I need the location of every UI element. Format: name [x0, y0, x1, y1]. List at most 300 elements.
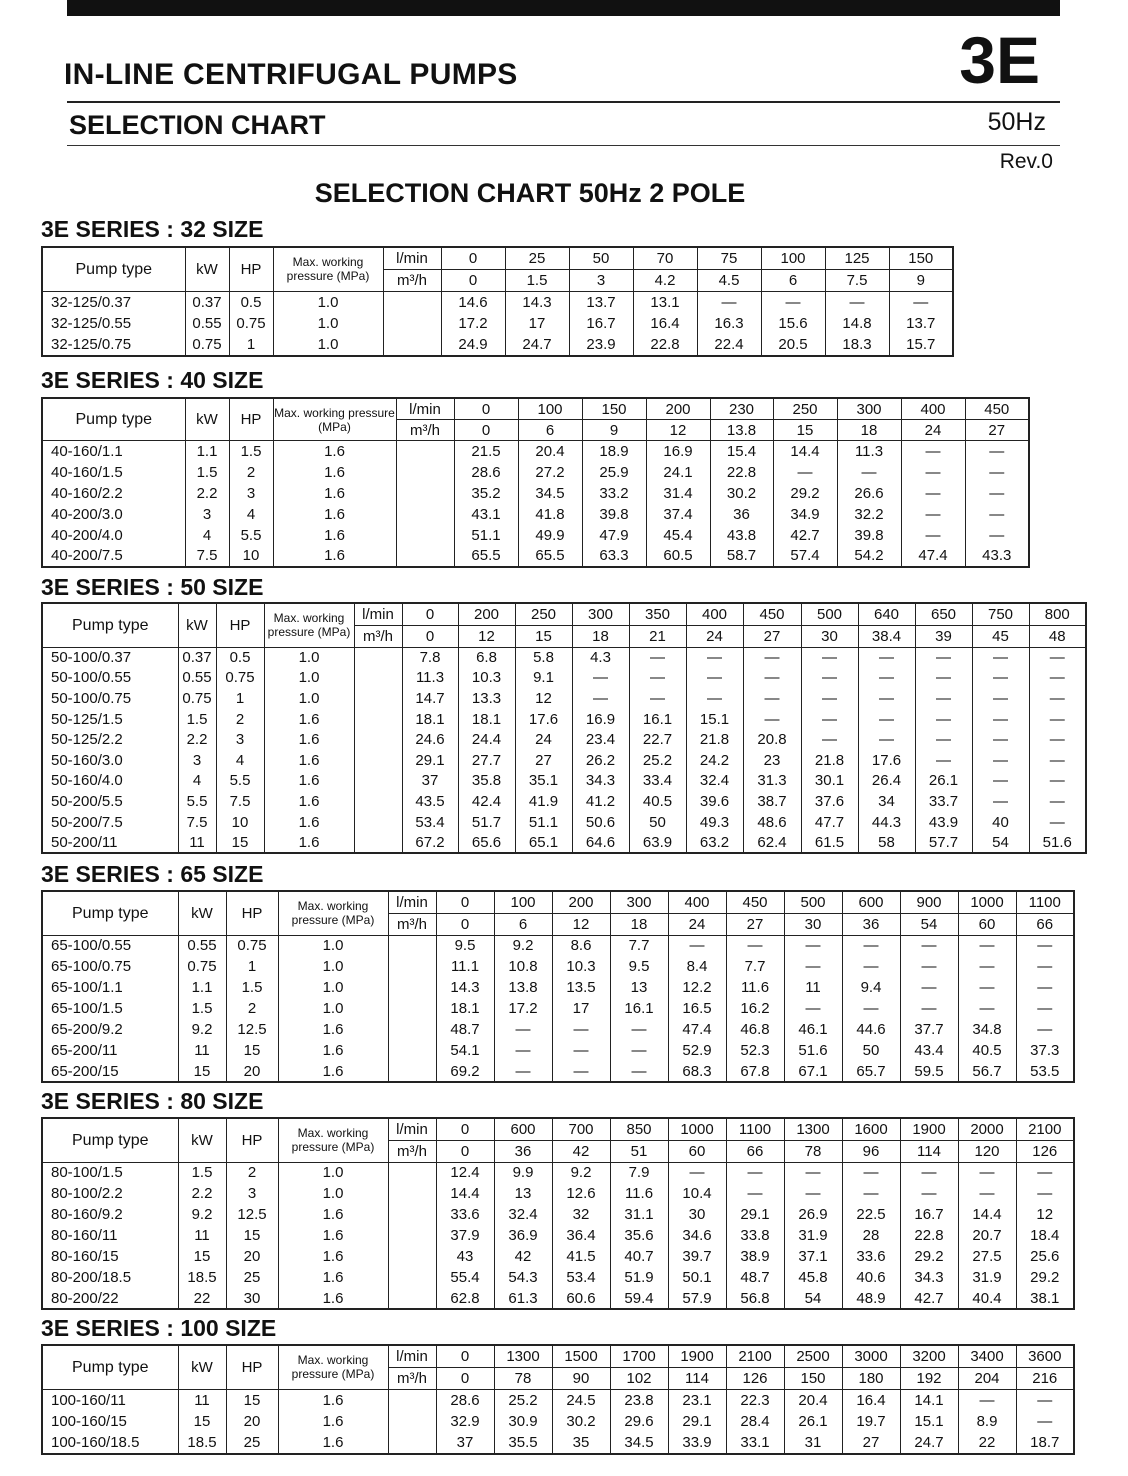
- head-value-cell: 43.5: [402, 791, 458, 812]
- pump-type-header: Pump type: [42, 1118, 178, 1162]
- head-value-cell: 9.5: [610, 956, 668, 977]
- flow-lmin-cell: 650: [915, 603, 972, 625]
- pump-type-cell: 80-200/18.5: [42, 1267, 178, 1288]
- head-value-cell: 10.8: [494, 956, 552, 977]
- head-value-cell: 16.9: [572, 709, 629, 730]
- head-value-cell: 15.1: [686, 709, 743, 730]
- flow-lmin-cell: 400: [668, 891, 726, 913]
- head-value-cell: 24.6: [402, 729, 458, 750]
- head-value-cell: 8.6: [552, 935, 610, 956]
- head-value-cell: 32.4: [686, 771, 743, 792]
- head-value-cell: 26.2: [572, 750, 629, 771]
- flow-lmin-cell: 100: [761, 247, 825, 269]
- flow-m3h-cell: 192: [900, 1367, 958, 1389]
- max-pressure-cell: 1.6: [278, 1411, 388, 1433]
- head-value-cell: —: [915, 729, 972, 750]
- table-row: [42, 935, 1074, 956]
- head-value-cell: 17: [505, 313, 569, 335]
- section-title: 3E SERIES : 80 SIZE: [41, 1088, 264, 1114]
- revision-label: Rev.0: [999, 150, 1053, 173]
- pump-type-header: Pump type: [42, 247, 185, 291]
- max-pressure-cell: 1.6: [273, 546, 396, 567]
- head-value-cell: —: [972, 668, 1029, 689]
- head-value-cell: 65.1: [515, 832, 572, 853]
- head-value-cell: 15.4: [710, 441, 773, 462]
- table-row: [42, 1019, 1074, 1040]
- head-value-cell: —: [610, 1019, 668, 1040]
- head-value-cell: —: [801, 688, 858, 709]
- flow-lmin-cell: 640: [858, 603, 915, 625]
- flow-lmin-cell: 250: [515, 603, 572, 625]
- head-value-cell: 26.1: [784, 1411, 842, 1433]
- hp-cell: 0.5: [216, 647, 264, 668]
- max-pressure-header: Max. working pressure (MPa): [264, 603, 354, 647]
- flow-lmin-cell: 150: [582, 398, 646, 420]
- head-value-cell: 33.4: [629, 771, 686, 792]
- head-value-cell: 26.9: [784, 1204, 842, 1225]
- head-value-cell: 62.4: [743, 832, 801, 853]
- head-value-cell: 17: [552, 998, 610, 1019]
- flow-m3h-cell: 21: [629, 625, 686, 647]
- head-value-cell: 34.3: [572, 771, 629, 792]
- head-value-cell: 60.6: [552, 1288, 610, 1309]
- head-value-cell: 40.6: [842, 1267, 900, 1288]
- head-value-cell: —: [610, 1040, 668, 1061]
- head-value-cell: 35.8: [458, 771, 515, 792]
- flow-m3h-cell: 18: [572, 625, 629, 647]
- head-value-cell: —: [858, 668, 915, 689]
- head-value-cell: —: [842, 1183, 900, 1204]
- head-value-cell: —: [842, 956, 900, 977]
- max-pressure-cell: 1.0: [264, 688, 354, 709]
- table-row: [42, 525, 1029, 546]
- head-value-cell: 23: [743, 750, 801, 771]
- head-value-cell: 22.4: [697, 334, 761, 356]
- head-value-cell: 11: [784, 977, 842, 998]
- flow-m3h-cell: 114: [900, 1140, 958, 1162]
- flow-lmin-cell: 0: [441, 247, 505, 269]
- flow-m3h-cell: 39: [915, 625, 972, 647]
- unit-spacer-cell: [354, 688, 402, 709]
- hp-header: HP: [229, 398, 273, 441]
- head-value-cell: 69.2: [436, 1061, 494, 1082]
- flow-m3h-cell: 30: [801, 625, 858, 647]
- head-value-cell: 22.8: [633, 334, 697, 356]
- head-value-cell: 28.6: [454, 462, 518, 483]
- head-value-cell: 54.1: [436, 1040, 494, 1061]
- head-value-cell: 34.3: [900, 1267, 958, 1288]
- pump-type-cell: 100-160/11: [42, 1389, 178, 1411]
- max-pressure-header: Max. working pressure (MPa): [278, 891, 388, 935]
- head-value-cell: 26.4: [858, 771, 915, 792]
- flow-m3h-cell: 45: [972, 625, 1029, 647]
- kw-cell: 0.75: [178, 956, 226, 977]
- table-row: [42, 1162, 1074, 1183]
- hp-cell: 3: [229, 483, 273, 504]
- head-value-cell: 57.4: [773, 546, 837, 567]
- head-value-cell: 40.5: [629, 791, 686, 812]
- head-value-cell: 19.7: [842, 1411, 900, 1433]
- flow-lmin-cell: 200: [458, 603, 515, 625]
- head-value-cell: 54.3: [494, 1267, 552, 1288]
- head-value-cell: 11.6: [726, 977, 784, 998]
- hp-cell: 2: [229, 462, 273, 483]
- kw-header: kW: [178, 1118, 226, 1162]
- max-pressure-cell: 1.6: [278, 1040, 388, 1061]
- head-value-cell: —: [784, 998, 842, 1019]
- max-pressure-cell: 1.0: [273, 313, 383, 335]
- table-row: [42, 750, 1086, 771]
- head-value-cell: 11.6: [610, 1183, 668, 1204]
- head-value-cell: 15.6: [761, 313, 825, 335]
- head-value-cell: 53.4: [552, 1267, 610, 1288]
- m3h-header: m³/h: [396, 420, 454, 441]
- flow-lmin-cell: 600: [842, 891, 900, 913]
- kw-cell: 11: [178, 1040, 226, 1061]
- head-value-cell: —: [972, 709, 1029, 730]
- head-value-cell: —: [1029, 791, 1086, 812]
- max-pressure-cell: 1.0: [278, 956, 388, 977]
- flow-m3h-cell: 0: [454, 420, 518, 441]
- table-row: [42, 462, 1029, 483]
- flow-lmin-cell: 0: [454, 398, 518, 420]
- head-value-cell: 22.7: [629, 729, 686, 750]
- pump-type-cell: 80-200/22: [42, 1288, 178, 1309]
- head-value-cell: 23.8: [610, 1389, 668, 1411]
- head-value-cell: 51.1: [515, 812, 572, 833]
- table-row: [42, 334, 953, 356]
- head-value-cell: 24.9: [441, 334, 505, 356]
- flow-m3h-cell: 36: [842, 913, 900, 935]
- hp-cell: 1.5: [229, 441, 273, 462]
- selection-table: [41, 1117, 1075, 1310]
- unit-spacer-cell: [388, 1019, 436, 1040]
- table-row: [42, 1288, 1074, 1309]
- flow-lmin-cell: 200: [552, 891, 610, 913]
- head-value-cell: 25.6: [1016, 1246, 1074, 1267]
- pump-type-cell: 65-200/9.2: [42, 1019, 178, 1040]
- flow-m3h-cell: 6: [761, 269, 825, 291]
- table-row: [42, 832, 1086, 853]
- head-value-cell: 51.9: [610, 1267, 668, 1288]
- head-value-cell: —: [901, 525, 965, 546]
- head-value-cell: —: [915, 688, 972, 709]
- section-title: 3E SERIES : 40 SIZE: [41, 367, 264, 393]
- head-value-cell: 41.8: [518, 504, 582, 525]
- flow-lmin-cell: 50: [569, 247, 633, 269]
- head-value-cell: 29.2: [900, 1246, 958, 1267]
- head-value-cell: —: [494, 1040, 552, 1061]
- flow-lmin-cell: 1900: [900, 1118, 958, 1140]
- head-value-cell: —: [726, 1183, 784, 1204]
- unit-spacer-cell: [354, 832, 402, 853]
- table-row: [42, 313, 953, 335]
- table-row: [42, 956, 1074, 977]
- head-value-cell: 48.7: [436, 1019, 494, 1040]
- flow-m3h-cell: 24: [686, 625, 743, 647]
- kw-cell: 11: [178, 832, 216, 853]
- table-row: [42, 668, 1086, 689]
- head-value-cell: —: [629, 668, 686, 689]
- head-value-cell: —: [1029, 647, 1086, 668]
- flow-lmin-cell: 3200: [900, 1345, 958, 1367]
- head-value-cell: 29.1: [668, 1411, 726, 1433]
- head-value-cell: 63.2: [686, 832, 743, 853]
- flow-m3h-cell: 9: [889, 269, 953, 291]
- head-value-cell: 32.4: [494, 1204, 552, 1225]
- hp-cell: 0.75: [226, 935, 278, 956]
- flow-lmin-cell: 500: [801, 603, 858, 625]
- m3h-header: m³/h: [388, 913, 436, 935]
- head-value-cell: 34.5: [518, 483, 582, 504]
- head-value-cell: —: [972, 750, 1029, 771]
- pump-type-header: Pump type: [42, 398, 185, 441]
- head-value-cell: —: [972, 729, 1029, 750]
- max-pressure-cell: 1.6: [278, 1246, 388, 1267]
- head-value-cell: 49.9: [518, 525, 582, 546]
- kw-cell: 7.5: [178, 812, 216, 833]
- flow-lmin-cell: 150: [889, 247, 953, 269]
- head-value-cell: —: [686, 688, 743, 709]
- head-value-cell: —: [668, 1162, 726, 1183]
- head-value-cell: 29.2: [1016, 1267, 1074, 1288]
- head-value-cell: —: [610, 1061, 668, 1082]
- kw-cell: 1.5: [178, 709, 216, 730]
- head-value-cell: —: [629, 647, 686, 668]
- flow-m3h-cell: 12: [458, 625, 515, 647]
- pump-type-header: Pump type: [42, 891, 178, 935]
- head-value-cell: 21.5: [454, 441, 518, 462]
- head-value-cell: 22.8: [900, 1225, 958, 1246]
- head-value-cell: 34.6: [668, 1225, 726, 1246]
- head-value-cell: 33.6: [842, 1246, 900, 1267]
- unit-spacer-cell: [396, 483, 454, 504]
- head-value-cell: —: [858, 729, 915, 750]
- head-value-cell: 40.5: [958, 1040, 1016, 1061]
- head-value-cell: —: [801, 668, 858, 689]
- kw-cell: 18.5: [178, 1267, 226, 1288]
- head-value-cell: —: [958, 998, 1016, 1019]
- head-value-cell: 48.6: [743, 812, 801, 833]
- head-value-cell: 16.9: [646, 441, 710, 462]
- unit-spacer-cell: [354, 750, 402, 771]
- head-value-cell: 13.7: [889, 313, 953, 335]
- table-row: [42, 1389, 1074, 1411]
- head-value-cell: 14.4: [958, 1204, 1016, 1225]
- head-value-cell: 38.9: [726, 1246, 784, 1267]
- head-value-cell: 50: [842, 1040, 900, 1061]
- head-value-cell: 28.6: [436, 1389, 494, 1411]
- pump-type-cell: 80-160/11: [42, 1225, 178, 1246]
- hp-cell: 30: [226, 1288, 278, 1309]
- head-value-cell: 4.3: [572, 647, 629, 668]
- head-value-cell: 54: [972, 832, 1029, 853]
- head-value-cell: 18.9: [582, 441, 646, 462]
- head-value-cell: —: [965, 441, 1029, 462]
- kw-cell: 1.5: [178, 1162, 226, 1183]
- flow-m3h-cell: 27: [726, 913, 784, 935]
- head-value-cell: 11.3: [402, 668, 458, 689]
- head-value-cell: 13: [610, 977, 668, 998]
- flow-m3h-cell: 150: [784, 1367, 842, 1389]
- hp-cell: 20: [226, 1061, 278, 1082]
- pump-type-cell: 40-200/7.5: [42, 546, 185, 567]
- head-value-cell: —: [972, 771, 1029, 792]
- m3h-header: m³/h: [388, 1367, 436, 1389]
- head-value-cell: 9.2: [494, 935, 552, 956]
- head-value-cell: —: [1016, 998, 1074, 1019]
- max-pressure-header: Max. working pressure (MPa): [273, 398, 396, 441]
- flow-m3h-cell: 0: [436, 913, 494, 935]
- head-value-cell: 16.4: [842, 1389, 900, 1411]
- kw-cell: 0.75: [178, 688, 216, 709]
- hp-cell: 0.5: [229, 291, 273, 313]
- head-value-cell: 24.7: [900, 1432, 958, 1454]
- head-value-cell: 43.9: [915, 812, 972, 833]
- table-row: [42, 998, 1074, 1019]
- table-row: [42, 1246, 1074, 1267]
- max-pressure-cell: 1.6: [278, 1288, 388, 1309]
- kw-cell: 0.75: [185, 334, 229, 356]
- hp-cell: 0.75: [229, 313, 273, 335]
- flow-lmin-cell: 2100: [726, 1345, 784, 1367]
- unit-spacer-cell: [388, 1267, 436, 1288]
- table-row: [42, 1204, 1074, 1225]
- head-value-cell: 20.4: [518, 441, 582, 462]
- flow-m3h-cell: 24: [668, 913, 726, 935]
- table-row: [42, 1411, 1074, 1433]
- head-value-cell: —: [784, 956, 842, 977]
- head-value-cell: 47.4: [668, 1019, 726, 1040]
- m3h-header: m³/h: [354, 625, 402, 647]
- head-value-cell: 62.8: [436, 1288, 494, 1309]
- head-value-cell: 13.7: [569, 291, 633, 313]
- head-value-cell: 45.4: [646, 525, 710, 546]
- head-value-cell: 48.7: [726, 1267, 784, 1288]
- head-value-cell: 37.9: [436, 1225, 494, 1246]
- head-value-cell: 56.8: [726, 1288, 784, 1309]
- hp-cell: 4: [229, 504, 273, 525]
- head-value-cell: 12.6: [552, 1183, 610, 1204]
- flow-m3h-cell: 12: [646, 420, 710, 441]
- flow-lmin-cell: 300: [837, 398, 901, 420]
- head-value-cell: 27: [842, 1432, 900, 1454]
- max-pressure-cell: 1.6: [264, 832, 354, 853]
- head-value-cell: 42.4: [458, 791, 515, 812]
- head-value-cell: 31.4: [646, 483, 710, 504]
- head-value-cell: 27: [515, 750, 572, 771]
- head-value-cell: 31.9: [784, 1225, 842, 1246]
- head-value-cell: 35: [552, 1432, 610, 1454]
- pump-type-cell: 80-160/15: [42, 1246, 178, 1267]
- head-value-cell: 32.2: [837, 504, 901, 525]
- head-value-cell: 12.4: [436, 1162, 494, 1183]
- table-row: [42, 1061, 1074, 1082]
- head-value-cell: —: [958, 1389, 1016, 1411]
- flow-m3h-cell: 4.2: [633, 269, 697, 291]
- head-value-cell: —: [1029, 668, 1086, 689]
- head-value-cell: 67.1: [784, 1061, 842, 1082]
- pump-type-cell: 50-200/5.5: [42, 791, 178, 812]
- head-value-cell: —: [965, 504, 1029, 525]
- max-pressure-cell: 1.0: [264, 647, 354, 668]
- head-value-cell: 18.1: [458, 709, 515, 730]
- head-value-cell: 23.1: [668, 1389, 726, 1411]
- hp-cell: 10: [216, 812, 264, 833]
- pump-type-cell: 80-100/1.5: [42, 1162, 178, 1183]
- head-value-cell: 22.3: [726, 1389, 784, 1411]
- flow-m3h-cell: 0: [436, 1140, 494, 1162]
- unit-spacer-cell: [388, 1061, 436, 1082]
- flow-m3h-cell: 54: [900, 913, 958, 935]
- flow-m3h-cell: 15: [515, 625, 572, 647]
- head-value-cell: 46.8: [726, 1019, 784, 1040]
- m3h-header: m³/h: [388, 1140, 436, 1162]
- head-value-cell: 9.2: [552, 1162, 610, 1183]
- head-value-cell: 30: [668, 1204, 726, 1225]
- unit-spacer-cell: [383, 334, 441, 356]
- table-row: [42, 1225, 1074, 1246]
- kw-cell: 0.55: [185, 313, 229, 335]
- head-value-cell: 22: [958, 1432, 1016, 1454]
- head-value-cell: 7.8: [402, 647, 458, 668]
- top-bar: [67, 0, 1060, 16]
- head-value-cell: 16.1: [629, 709, 686, 730]
- head-value-cell: 10.3: [552, 956, 610, 977]
- table-row: [42, 647, 1086, 668]
- unit-spacer-cell: [396, 546, 454, 567]
- head-value-cell: —: [972, 688, 1029, 709]
- head-value-cell: 12: [1016, 1204, 1074, 1225]
- head-value-cell: 29.1: [402, 750, 458, 771]
- hp-cell: 2: [226, 998, 278, 1019]
- flow-m3h-cell: 1.5: [505, 269, 569, 291]
- head-value-cell: 14.3: [436, 977, 494, 998]
- head-value-cell: —: [1029, 709, 1086, 730]
- head-value-cell: 29.6: [610, 1411, 668, 1433]
- head-value-cell: 51.6: [1029, 832, 1086, 853]
- table-row: [42, 688, 1086, 709]
- head-value-cell: 33.8: [726, 1225, 784, 1246]
- flow-m3h-cell: 0: [436, 1367, 494, 1389]
- head-value-cell: —: [972, 647, 1029, 668]
- hp-cell: 2: [226, 1162, 278, 1183]
- max-pressure-cell: 1.6: [278, 1389, 388, 1411]
- head-value-cell: 24.5: [552, 1389, 610, 1411]
- flow-lmin-cell: 1100: [1016, 891, 1074, 913]
- flow-m3h-cell: 38.4: [858, 625, 915, 647]
- head-value-cell: 42: [494, 1246, 552, 1267]
- hp-cell: 3: [226, 1183, 278, 1204]
- head-value-cell: 37.3: [1016, 1040, 1074, 1061]
- head-value-cell: 7.7: [726, 956, 784, 977]
- head-value-cell: 37.1: [784, 1246, 842, 1267]
- head-value-cell: —: [494, 1019, 552, 1040]
- lmin-header: l/min: [388, 1345, 436, 1367]
- section-title: 3E SERIES : 50 SIZE: [41, 574, 264, 600]
- hp-cell: 12.5: [226, 1204, 278, 1225]
- hp-cell: 7.5: [216, 791, 264, 812]
- head-value-cell: 29.2: [773, 483, 837, 504]
- table-row: [42, 1267, 1074, 1288]
- flow-lmin-cell: 2100: [1016, 1118, 1074, 1140]
- unit-spacer-cell: [396, 525, 454, 546]
- hp-header: HP: [226, 1345, 278, 1389]
- hp-cell: 25: [226, 1432, 278, 1454]
- head-value-cell: 38.7: [743, 791, 801, 812]
- flow-lmin-cell: 1500: [552, 1345, 610, 1367]
- max-pressure-cell: 1.6: [264, 812, 354, 833]
